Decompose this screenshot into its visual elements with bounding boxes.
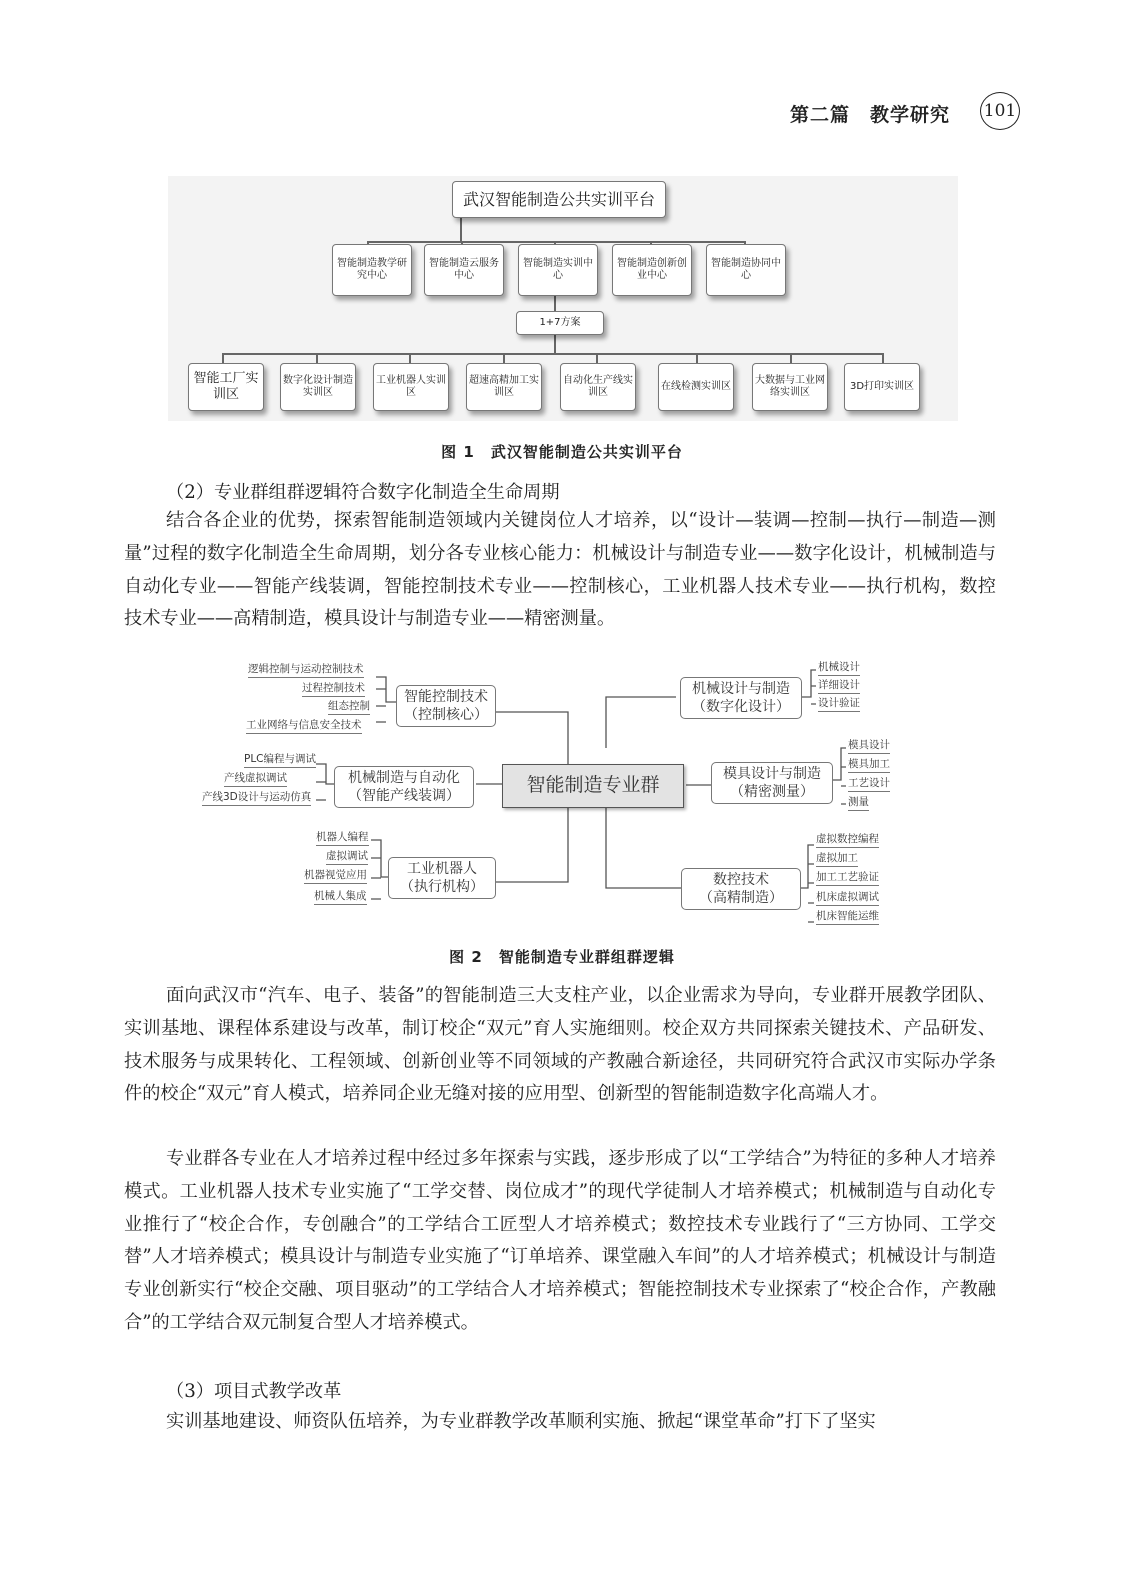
mind-map-leaf: 机器视觉应用 xyxy=(304,868,367,884)
node-name: 机械制造与自动化 xyxy=(348,770,460,786)
section-2-heading: （2）专业群组群逻辑符合数字化制造全生命周期 xyxy=(166,482,560,503)
mind-map-leaf: 测量 xyxy=(848,795,869,811)
mind-map-center: 智能制造专业群 xyxy=(502,764,684,808)
zone-box: 工业机器人实训区 xyxy=(373,363,449,411)
connector xyxy=(316,764,334,800)
node-sub: （执行机构） xyxy=(400,879,484,895)
center-box: 智能制造创新创业中心 xyxy=(612,244,692,296)
mind-map-leaf: 模具设计 xyxy=(848,738,890,754)
zone-box: 大数据与工业网络实训区 xyxy=(752,363,828,411)
header-title: 第二篇 教学研究 xyxy=(790,104,951,126)
node-name: 数控技术 xyxy=(713,872,769,888)
connector xyxy=(554,333,556,355)
body-paragraph: 面向武汉市“汽车、电子、装备”的智能制造三大支柱产业，以企业需求为导向，专业群开展教学团队、实训基地、课程体系建设与改革，制订校企“双元”育人实施细则。校企双方共同探索关键技术、产品研发、技术服务与成果转化、工程领域、创新创业等不同领域的产教融合新途径，共同研究符合武汉市实际办学条件的校企“双元”育人模式，培养同企业无缝对接的应用型、创新型的智能制造数字化高端人才。 xyxy=(124,985,996,1105)
page-number: 101 xyxy=(980,92,1020,130)
node-name: 模具设计与制造 xyxy=(723,766,821,782)
node-sub: （数字化设计） xyxy=(692,699,790,715)
mind-map-leaf: PLC编程与调试 xyxy=(244,752,316,768)
plan-box: 1+7方案 xyxy=(516,311,604,335)
mind-map-node xyxy=(711,762,833,804)
center-box: 智能制造实训中心 xyxy=(518,244,598,296)
zone-box: 超速高精加工实训区 xyxy=(466,363,542,411)
connector xyxy=(367,241,745,243)
mind-map-leaf: 详细设计 xyxy=(818,678,860,694)
figure-2-mind-map xyxy=(196,652,916,934)
mind-map-leaf: 机械人集成 xyxy=(314,889,367,905)
figure-2-caption: 图 2 智能制造专业群组群逻辑 xyxy=(449,948,675,966)
connector xyxy=(222,353,882,355)
mind-map-node xyxy=(681,868,801,910)
mind-map-leaf: 机床智能运维 xyxy=(816,909,879,925)
section-3-paragraph: 实训基地建设、师资队伍培养，为专业群教学改革顺利实施、掀起“课堂革命”打下了坚实 xyxy=(166,1411,876,1432)
connector xyxy=(496,712,568,748)
mind-map-leaf: 设计验证 xyxy=(818,696,860,712)
running-header xyxy=(790,92,1050,132)
mind-map-leaf: 虚拟调试 xyxy=(326,849,368,865)
mind-map-leaf: 模具加工 xyxy=(848,757,890,773)
node-name: 工业机器人 xyxy=(407,861,477,877)
connector xyxy=(801,670,816,704)
mind-map-leaf: 虚拟数控编程 xyxy=(816,832,879,848)
mind-map-leaf: 过程控制技术 xyxy=(302,681,365,697)
center-box: 智能制造协同中心 xyxy=(706,244,786,296)
mind-map-leaf: 产线3D设计与运动仿真 xyxy=(202,790,311,806)
platform-root-box: 武汉智能制造公共实训平台 xyxy=(452,181,666,218)
section-3-heading: （3）项目式教学改革 xyxy=(166,1381,342,1402)
figure-1-caption: 图 1 武汉智能制造公共实训平台 xyxy=(441,443,683,461)
mind-map-leaf: 机械设计 xyxy=(818,660,860,676)
zone-box: 自动化生产线实训区 xyxy=(560,363,636,411)
center-box: 智能制造云服务中心 xyxy=(424,244,504,296)
mind-map-leaf: 逻辑控制与运动控制技术 xyxy=(248,662,364,678)
connector xyxy=(376,677,396,722)
connector xyxy=(460,216,462,243)
mind-map-node xyxy=(396,685,496,727)
mind-map-leaf: 机床虚拟调试 xyxy=(816,890,879,906)
node-sub: （高精制造） xyxy=(699,890,783,906)
zone-box: 在线检测实训区 xyxy=(658,363,734,411)
mind-map-node xyxy=(334,766,474,808)
node-sub: （智能产线装调） xyxy=(348,788,460,804)
figure-1-org-chart xyxy=(168,176,958,421)
zone-box: 数字化设计制造实训区 xyxy=(280,363,356,411)
node-name: 智能控制技术 xyxy=(404,689,488,705)
mind-map-node xyxy=(680,677,802,719)
zone-box: 3D打印实训区 xyxy=(844,363,920,411)
connector xyxy=(833,748,846,804)
body-paragraph: 专业群各专业在人才培养过程中经过多年探索与实践，逐步形成了以“工学结合”为特征的多种人才培养模式。工业机器人技术专业实施了“工学交替、岗位成才”的现代学徒制人才培养模式；机械制造与自动化专业推行了“校企合作，专创融合”的工学结合工匠型人才培养模式；数控技术专业践行了“三方协同、工学交替”人才培养模式；模具设计与制造专业实施了“订单培养、课堂融入车间”的人才培养模式；机械设计与制造专业创新实行“校企交融、项目驱动”的工学结合人才培养模式；智能控制技术专业探索了“校企合作，产教融合”的工学结合双元制复合型人才培养模式。 xyxy=(124,1148,996,1333)
node-name: 机械设计与制造 xyxy=(692,681,790,697)
connector xyxy=(801,845,814,922)
connector xyxy=(371,840,388,899)
center-box: 智能制造教学研究中心 xyxy=(332,244,412,296)
mind-map-leaf: 产线虚拟调试 xyxy=(224,771,287,787)
mind-map-leaf: 虚拟加工 xyxy=(816,851,858,867)
mind-map-leaf: 工业网络与信息安全技术 xyxy=(246,718,362,734)
node-sub: （精密测量） xyxy=(730,784,814,800)
mind-map-leaf: 加工工艺验证 xyxy=(816,870,879,886)
mind-map-leaf: 组态控制 xyxy=(328,699,370,715)
mind-map-leaf: 机器人编程 xyxy=(316,830,369,846)
mind-map-leaf: 工艺设计 xyxy=(848,776,890,792)
mind-map-node xyxy=(388,857,496,899)
connector xyxy=(606,697,676,748)
zone-box: 智能工厂实训区 xyxy=(188,363,264,411)
node-sub: （控制核心） xyxy=(404,707,488,723)
section-2-paragraph: 结合各企业的优势，探索智能制造领域内关键岗位人才培养，以“设计—装调—控制—执行—制造—测量”过程的数字化制造全生命周期，划分各专业核心能力：机械设计与制造专业——数字化设计，机械制造与自动化专业——智能产线装调，智能控制技术专业——控制核心，工业机器人技术专业——执行机构，数控技术专业——高精制造，模具设计与制造专业——精密测量。 xyxy=(124,510,996,630)
